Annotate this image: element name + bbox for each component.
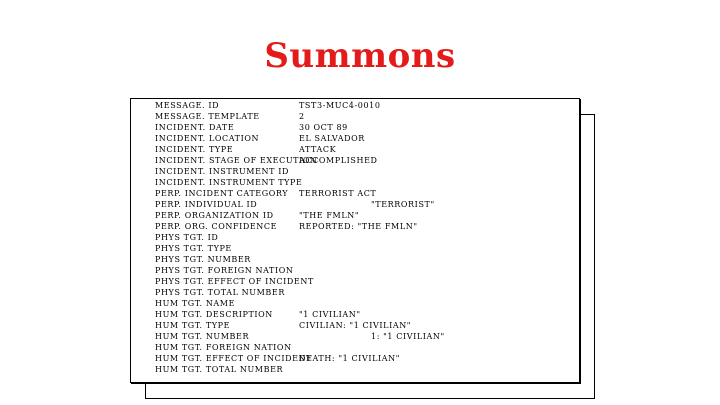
template-row — [155, 199, 575, 210]
field-name: HUM TGT. NUMBER — [155, 332, 250, 341]
template-row — [155, 133, 575, 144]
template-row — [155, 276, 575, 287]
template-row — [155, 298, 575, 309]
template-row — [155, 243, 575, 254]
field-value: CIVILIAN: "1 CIVILIAN" — [299, 321, 412, 330]
field-name: PERP. ORG. CONFIDENCE — [155, 222, 278, 231]
field-value: "THE FMLN" — [299, 211, 360, 220]
template-row — [155, 166, 575, 177]
field-name: INCIDENT. TYPE — [155, 145, 234, 154]
field-name: PERP. ORGANIZATION ID — [155, 211, 274, 220]
field-value: 30 OCT 89 — [299, 123, 348, 132]
template-row — [155, 111, 575, 122]
field-value: 2 — [299, 112, 305, 121]
template-row — [155, 320, 575, 331]
field-name: PHYS TGT. EFFECT OF INCIDENT — [155, 277, 314, 286]
field-name: PERP. INDIVIDUAL ID — [155, 200, 258, 209]
field-value: REPORTED: "THE FMLN" — [299, 222, 418, 231]
field-name: PHYS TGT. ID — [155, 233, 219, 242]
field-name: HUM TGT. EFFECT OF INCIDENT — [155, 354, 313, 363]
field-value: 1: "1 CIVILIAN" — [371, 332, 445, 341]
template-row — [155, 122, 575, 133]
field-name: HUM TGT. FOREIGN NATION — [155, 343, 292, 352]
field-name: PHYS TGT. TYPE — [155, 244, 232, 253]
template-row — [155, 254, 575, 265]
template-row — [155, 144, 575, 155]
field-name: HUM TGT. DESCRIPTION — [155, 310, 273, 319]
page-title: Summons — [264, 36, 456, 76]
template-row — [155, 188, 575, 199]
field-name: HUM TGT. NAME — [155, 299, 236, 308]
template-row — [155, 353, 575, 364]
field-value: TST3-MUC4-0010 — [299, 101, 381, 110]
field-value: "TERRORIST" — [371, 200, 435, 209]
field-value: ACCOMPLISHED — [299, 156, 378, 165]
field-name: PHYS TGT. FOREIGN NATION — [155, 266, 294, 275]
field-name: PHYS TGT. TOTAL NUMBER — [155, 288, 285, 297]
template-row — [155, 210, 575, 221]
template-row — [155, 331, 575, 342]
template-row — [155, 309, 575, 320]
template-row — [155, 177, 575, 188]
template-row — [155, 232, 575, 243]
field-name: MESSAGE. ID — [155, 101, 220, 110]
field-value: "1 CIVILIAN" — [299, 310, 361, 319]
field-name: HUM TGT. TOTAL NUMBER — [155, 365, 284, 374]
template-row — [155, 364, 575, 375]
template-fields — [155, 100, 575, 375]
template-row — [155, 287, 575, 298]
template-row — [155, 100, 575, 111]
field-value: DEATH: "1 CIVILIAN" — [299, 354, 401, 363]
field-name: INCIDENT. DATE — [155, 123, 235, 132]
field-name: INCIDENT. INSTRUMENT ID — [155, 167, 289, 176]
field-value: EL SALVADOR — [299, 134, 365, 143]
field-name: MESSAGE. TEMPLATE — [155, 112, 260, 121]
field-name: PERP. INCIDENT CATEGORY — [155, 189, 289, 198]
field-name: PHYS TGT. NUMBER — [155, 255, 251, 264]
template-row — [155, 342, 575, 353]
template-row — [155, 265, 575, 276]
template-row — [155, 221, 575, 232]
field-name: INCIDENT. STAGE OF EXECUTION — [155, 156, 318, 165]
field-name: INCIDENT. INSTRUMENT TYPE — [155, 178, 303, 187]
field-value: ATTACK — [299, 145, 337, 154]
field-name: INCIDENT. LOCATION — [155, 134, 260, 143]
field-value: TERRORIST ACT — [299, 189, 377, 198]
field-name: HUM TGT. TYPE — [155, 321, 231, 330]
template-row — [155, 155, 575, 166]
